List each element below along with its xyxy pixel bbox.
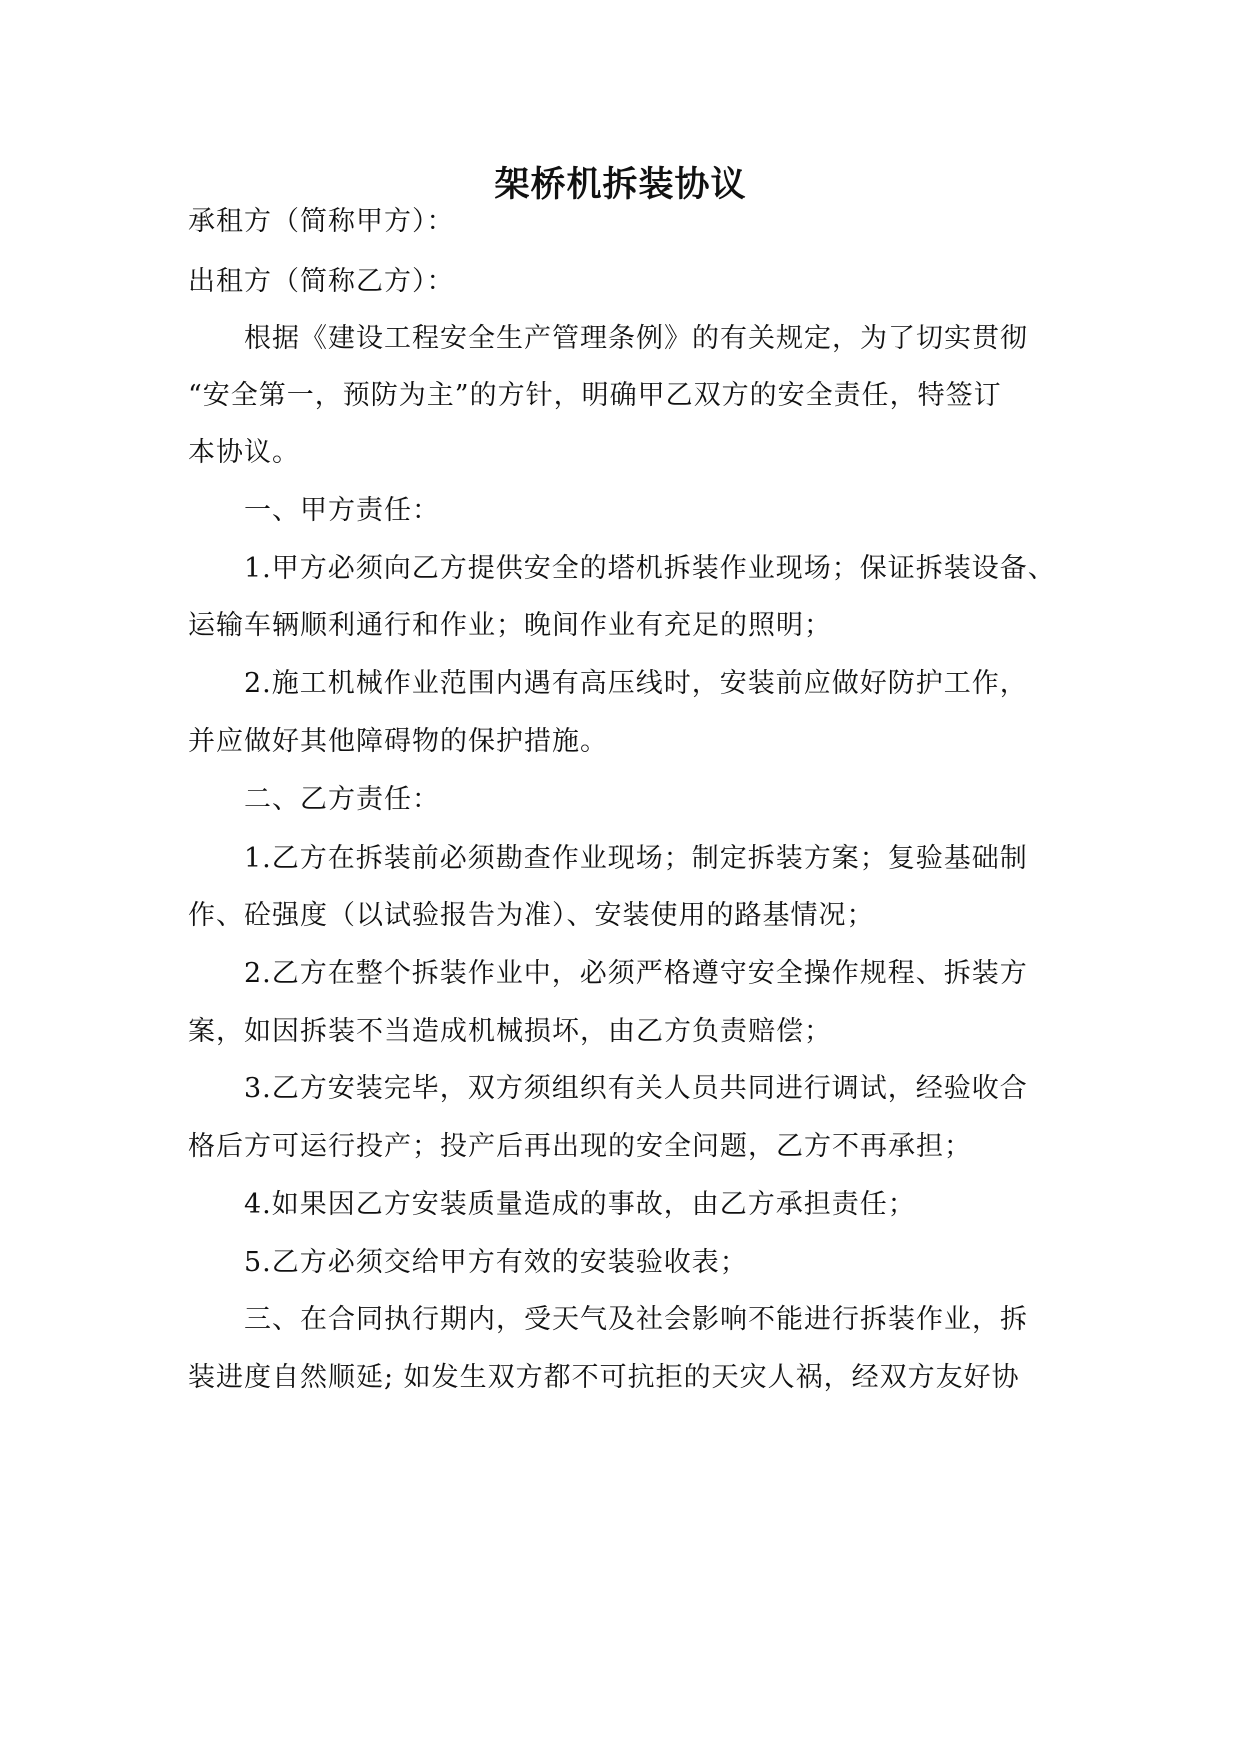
section-heading-party-b: 二、乙方责任： bbox=[244, 784, 440, 815]
party-a-item-2-line-2: 并应做好其他障碍物的保护措施。 bbox=[188, 726, 608, 757]
party-b-item-3-line-1: 3.乙方安装完毕，双方须组织有关人员共同进行调试，经验收合 bbox=[244, 1073, 1028, 1104]
party-b-item-1-line-2: 作、砼强度（以试验报告为准）、安装使用的路基情况； bbox=[188, 900, 875, 931]
preamble-line-2: “安全第一，预防为主”的方针，明确甲乙双方的安全责任，特签订 bbox=[188, 380, 1002, 411]
preamble-line-1: 根据《建设工程安全生产管理条例》的有关规定，为了切实贯彻 bbox=[244, 323, 1028, 354]
party-b-item-1-line-1: 1.乙方在拆装前必须勘查作业现场；制定拆装方案；复验基础制 bbox=[244, 843, 1028, 874]
party-a-line: 承租方（简称甲方）： bbox=[188, 206, 455, 237]
party-b-item-2-line-2: 案，如因拆装不当造成机械损坏，由乙方负责赔偿； bbox=[188, 1016, 832, 1047]
document-title: 架桥机拆装协议 bbox=[494, 164, 747, 205]
party-a-item-1-line-2: 运输车辆顺利通行和作业；晚间作业有充足的照明； bbox=[188, 610, 832, 641]
party-b-item-4: 4.如果因乙方安装质量造成的事故，由乙方承担责任； bbox=[244, 1189, 916, 1220]
party-b-item-5: 5.乙方必须交给甲方有效的安装验收表； bbox=[244, 1247, 748, 1278]
section-three-line-2: 装进度自然顺延; 如发生双方都不可抗拒的天灾人祸，经双方友好协 bbox=[188, 1362, 1020, 1393]
preamble-line-3: 本协议。 bbox=[188, 437, 300, 468]
party-a-item-2-line-1: 2.施工机械作业范围内遇有高压线时，安装前应做好防护工作， bbox=[244, 668, 1028, 699]
party-b-line: 出租方（简称乙方）： bbox=[188, 266, 455, 297]
section-three-line-1: 三、在合同执行期内，受天气及社会影响不能进行拆装作业，拆 bbox=[244, 1304, 1028, 1335]
party-b-item-3-line-2: 格后方可运行投产；投产后再出现的安全问题，乙方不再承担； bbox=[188, 1131, 972, 1162]
party-b-item-2-line-1: 2.乙方在整个拆装作业中，必须严格遵守安全操作规程、拆装方 bbox=[244, 958, 1028, 989]
party-a-item-1-line-1: 1.甲方必须向乙方提供安全的塔机拆装作业现场；保证拆装设备、 bbox=[244, 553, 1056, 584]
section-heading-party-a: 一、甲方责任： bbox=[244, 495, 440, 526]
